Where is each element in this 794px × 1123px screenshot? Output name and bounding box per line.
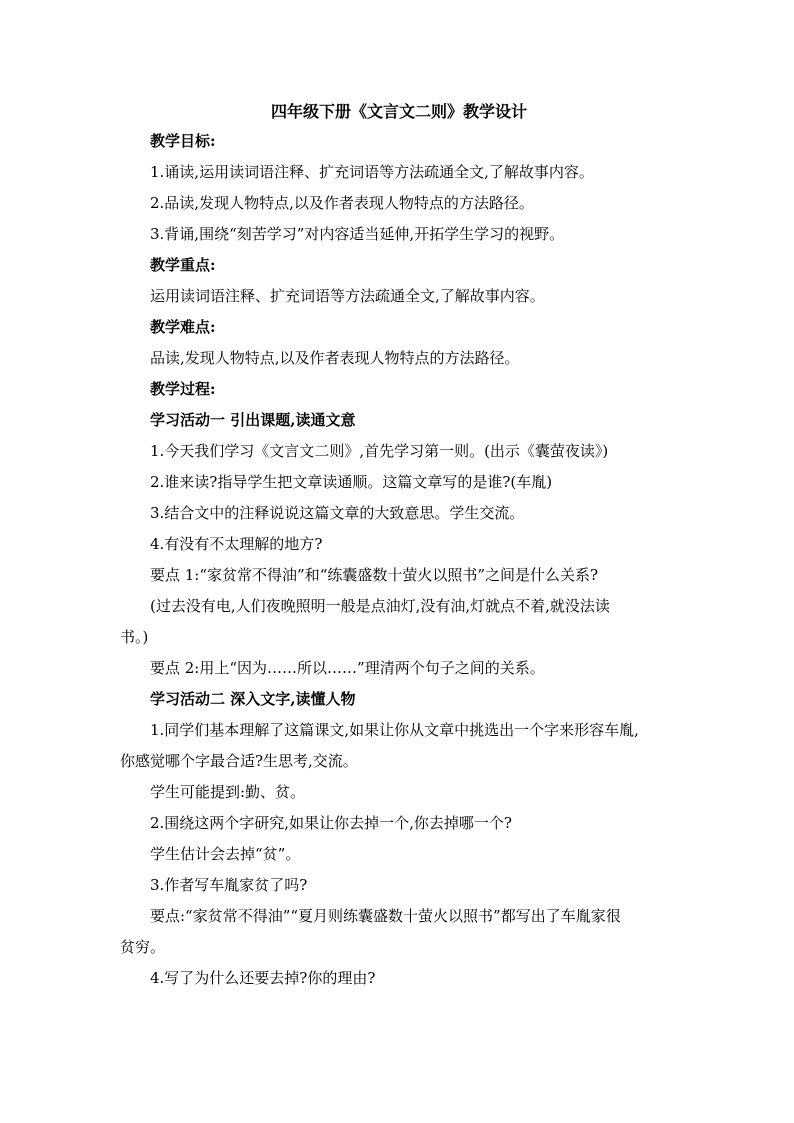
document-content bbox=[120, 98, 678, 994]
activity-1-heading: 学习活动一 引出课题,读通文意 bbox=[150, 411, 356, 429]
activity-1-line: 书。) bbox=[120, 628, 149, 646]
activity-2-line: 2.围绕这两个字研究,如果让你去掉一个,你去掉哪一个? bbox=[150, 814, 512, 832]
activity-2-heading: 学习活动二 深入文字,读懂人物 bbox=[150, 690, 356, 708]
activity-2-line: 1.同学们基本理解了这篇课文,如果让你从文章中挑选出一个字来形容车胤, bbox=[150, 721, 639, 739]
activity-1-line: 4.有没有不太理解的地方? bbox=[150, 535, 323, 553]
process-heading: 教学过程: bbox=[150, 380, 216, 398]
difficulty-text: 品读,发现人物特点,以及作者表现人物特点的方法路径。 bbox=[150, 349, 520, 367]
activity-2-line: 你感觉哪个字最合适?生思考,交流。 bbox=[120, 752, 358, 770]
activity-1-line: 2.谁来读?指导学生把文章读通顺。这篇文章写的是谁?(车胤) bbox=[150, 473, 553, 491]
objective-item: 2.品读,发现人物特点,以及作者表现人物特点的方法路径。 bbox=[150, 194, 534, 212]
objectives-heading: 教学目标: bbox=[150, 132, 216, 150]
key-points-heading: 教学重点: bbox=[150, 256, 216, 274]
activity-1-line: 要点 1:“家贫常不得油”和“练囊盛数十萤火以照书”之间是什么关系? bbox=[150, 566, 599, 584]
document-title: 四年级下册《文言文二则》教学设计 bbox=[270, 102, 527, 121]
activity-1-line: 要点 2:用上“因为……所以……”理清两个句子之间的关系。 bbox=[150, 659, 545, 677]
activity-2-line: 要点:“家贫常不得油”“夏月则练囊盛数十萤火以照书”都写出了车胤家很 bbox=[150, 907, 621, 925]
objective-item: 1.诵读,运用读词语注释、扩充词语等方法疏通全文,了解故事内容。 bbox=[150, 163, 594, 181]
activity-2-line: 学生估计会去掉“贫”。 bbox=[150, 845, 301, 863]
activity-1-line: (过去没有电,人们夜晚照明一般是点油灯,没有油,灯就点不着,就没法读 bbox=[150, 597, 610, 615]
activity-1-line: 1.今天我们学习《文言文二则》,首先学习第一则。(出示《囊萤夜读》) bbox=[150, 442, 609, 460]
difficulty-heading: 教学难点: bbox=[150, 318, 216, 336]
activity-2-line: 4.写了为什么还要去掉?你的理由? bbox=[150, 969, 376, 987]
objective-item: 3.背诵,围绕“刻苦学习”对内容适当延伸,开拓学生学习的视野。 bbox=[150, 225, 565, 243]
activity-2-line: 贫穷。 bbox=[120, 938, 166, 956]
key-points-text: 运用读词语注释、扩充词语等方法疏通全文,了解故事内容。 bbox=[150, 287, 545, 305]
activity-1-line: 3.结合文中的注释说说这篇文章的大致意思。学生交流。 bbox=[150, 504, 525, 522]
activity-2-line: 学生可能提到:勤、贫。 bbox=[150, 783, 306, 801]
activity-2-line: 3.作者写车胤家贫了吗? bbox=[150, 876, 308, 894]
